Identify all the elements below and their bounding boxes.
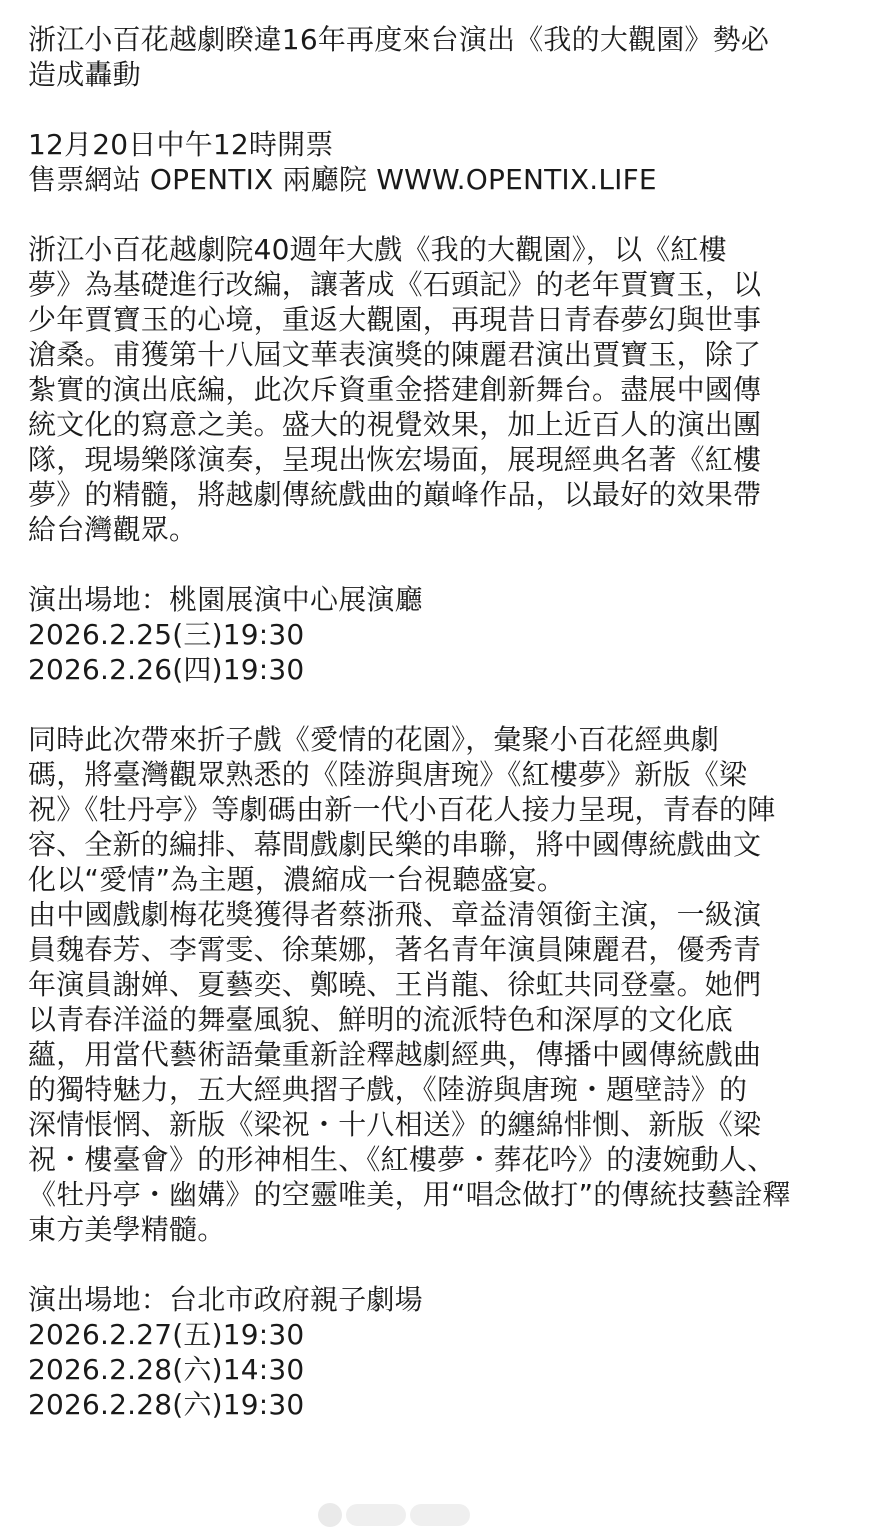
text-line: 化以“愛情”為主題，濃縮成一台視聽盛宴。 xyxy=(28,863,566,896)
text-line: 造成轟動 xyxy=(28,58,141,91)
text-line: 統文化的寫意之美。盛大的視覺效果，加上近百人的演出團 xyxy=(28,408,762,441)
text-line: 深情悵惘、新版《梁祝・十八相送》的纏綿悱惻、新版《梁 xyxy=(28,1108,762,1141)
show-time: 2026.2.25(三)19:30 xyxy=(28,618,305,651)
headline xyxy=(28,22,842,92)
watermark-logo-icon xyxy=(318,1503,342,1527)
text-line: 少年賈寶玉的心境，重返大觀園，再現昔日青春夢幻與世事 xyxy=(28,303,762,336)
text-line: 隊，現場樂隊演奏，呈現出恢宏場面，展現經典名著《紅樓 xyxy=(28,443,762,476)
spacer xyxy=(28,547,842,582)
spacer xyxy=(28,1247,842,1282)
ticket-open-time: 12月20日中午12時開票 xyxy=(28,128,334,161)
watermark-bar xyxy=(346,1504,406,1526)
text-line: 紮實的演出底編，此次斥資重金搭建創新舞台。盡展中國傳 xyxy=(28,373,762,406)
show-time: 2026.2.28(六)19:30 xyxy=(28,1388,305,1421)
spacer xyxy=(28,92,842,127)
watermark-overlay xyxy=(318,1500,678,1530)
text-line: 由中國戲劇梅花獎獲得者蔡浙飛、章益清領銜主演，一級演 xyxy=(28,898,762,931)
zhezi-paragraph xyxy=(28,722,842,897)
text-line: 的獨特魅力，五大經典摺子戲，《陸游與唐琬・題壁詩》的 xyxy=(28,1073,748,1106)
text-line: 東方美學精髓。 xyxy=(28,1213,226,1246)
spacer xyxy=(28,687,842,722)
text-line: 年演員謝婵、夏藝奕、鄭曉、王肖龍、徐虹共同登臺。她們 xyxy=(28,968,762,1001)
venue-taipei xyxy=(28,1282,842,1422)
watermark-bar xyxy=(410,1504,470,1526)
spacer xyxy=(28,197,842,232)
ticketing-info xyxy=(28,127,842,197)
ticket-website: 售票網站 OPENTIX 兩廳院 WWW.OPENTIX.LIFE xyxy=(28,163,657,196)
text-line: 祝・樓臺會》的形神相生、《紅樓夢・葬花吟》的淒婉動人、 xyxy=(28,1143,776,1176)
venue-taoyuan xyxy=(28,582,842,687)
cast-paragraph xyxy=(28,897,842,1247)
text-line: 以青春洋溢的舞臺風貌、鮮明的流派特色和深厚的文化底 xyxy=(28,1003,734,1036)
text-line: 浙江小百花越劇院40週年大戲《我的大觀園》，以《紅樓 xyxy=(28,233,727,266)
show-time: 2026.2.28(六)14:30 xyxy=(28,1353,305,1386)
text-line: 浙江小百花越劇睽違16年再度來台演出《我的大觀園》勢必 xyxy=(28,23,770,56)
venue-name: 演出場地：台北市政府親子劇場 xyxy=(28,1283,423,1316)
text-line: 給台灣觀眾。 xyxy=(28,513,198,546)
text-line: 同時此次帶來折子戲《愛情的花園》，彙聚小百花經典劇 xyxy=(28,723,720,756)
text-line: 員魏春芳、李霄雯、徐葉娜，著名青年演員陳麗君，優秀青 xyxy=(28,933,762,966)
text-line: 滄桑。甫獲第十八屆文華表演獎的陳麗君演出賈寶玉，除了 xyxy=(28,338,762,371)
text-line: 夢》為基礎進行改編，讓著成《石頭記》的老年賈寶玉，以 xyxy=(28,268,762,301)
text-line: 《牡丹亭・幽媾》的空靈唯美，用“唱念做打”的傳統技藝詮釋 xyxy=(28,1178,791,1211)
text-line: 碼，將臺灣觀眾熟悉的《陸游與唐琬》《紅樓夢》新版《梁 xyxy=(28,758,748,791)
venue-name: 演出場地：桃園展演中心展演廳 xyxy=(28,583,423,616)
text-line: 祝》《牡丹亭》等劇碼由新一代小百花人接力呈現，青春的陣 xyxy=(28,793,776,826)
text-line: 夢》的精髓，將越劇傳統戲曲的巔峰作品，以最好的效果帶 xyxy=(28,478,762,511)
intro-paragraph xyxy=(28,232,842,547)
show-time: 2026.2.27(五)19:30 xyxy=(28,1318,305,1351)
show-time: 2026.2.26(四)19:30 xyxy=(28,653,305,686)
text-line: 容、全新的編排、幕間戲劇民樂的串聯，將中國傳統戲曲文 xyxy=(28,828,762,861)
text-line: 蘊，用當代藝術語彙重新詮釋越劇經典，傳播中國傳統戲曲 xyxy=(28,1038,762,1071)
